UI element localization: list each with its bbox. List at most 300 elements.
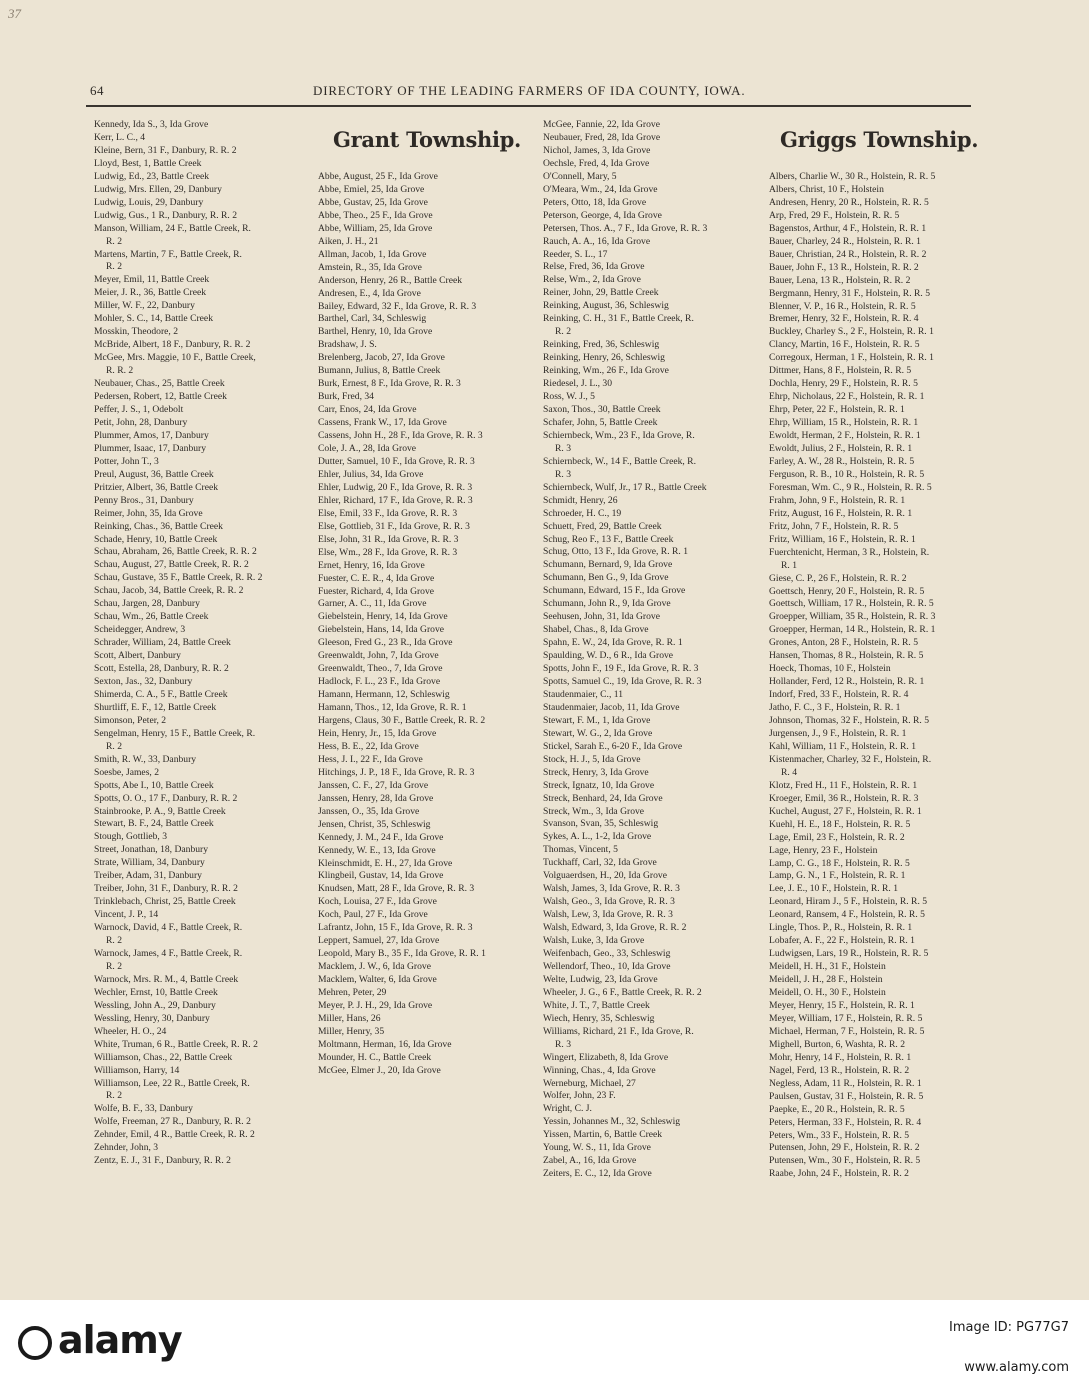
directory-entry: Mohler, S. C., 14, Battle Creek [94,313,213,325]
directory-entry: Schumann, Bernard, 9, Ida Grove [543,559,673,571]
directory-entry: Amstein, R., 35, Ida Grove [318,261,422,273]
directory-entry: Reimer, John, 35, Ida Grove [94,507,203,519]
directory-entry: Nagel, Ferd, 13 R., Holstein, R. R. 2 [769,1064,910,1076]
directory-entry: Hargens, Claus, 30 F., Battle Creek, R. R. 2 [318,715,486,727]
directory-entry: Peters, Otto, 18, Ida Grove [543,196,647,208]
directory-entry: Seehusen, John, 31, Ida Grove [543,611,660,623]
directory-entry: Ehrp, Nicholaus, 22 F., Holstein, R. R. 1 [769,391,925,403]
directory-entry: Meidell, J. H., 28 F., Holstein [769,974,883,986]
directory-entry: Schrader, William, 24, Battle Creek [94,637,231,649]
directory-entry: Ernet, Henry, 16, Ida Grove [318,559,425,571]
directory-entry: Kroeger, Emil, 36 R., Holstein, R. R. 3 [769,792,919,804]
directory-entry: Wellendorf, Theo., 10, Ida Grove [543,960,671,972]
directory-entry: Schroeder, H. C., 19 [543,507,622,519]
directory-entry: Frahm, John, 9 F., Holstein, R. R. 1 [769,494,906,506]
directory-entry: Miller, Henry, 35 [318,1025,385,1037]
directory-entry: Streck, Henry, 3, Ida Grove [543,766,649,778]
directory-entry: Kennedy, W. E., 13, Ida Grove [318,844,436,856]
directory-entry: Macklem, Walter, 6, Ida Grove [318,974,437,986]
directory-entry: McGee, Elmer J., 20, Ida Grove [318,1064,441,1076]
directory-entry: Fuerchtenicht, Herman, 3 R., Holstein, R. [769,546,930,558]
directory-entry: Mehren, Peter, 29 [318,987,387,999]
directory-entry: Kistenmacher, Charley, 32 F., Holstein, R. [769,753,932,765]
directory-entry: Ludwig, Gus., 1 R., Danbury, R. R. 2 [94,209,238,221]
directory-entry: Bauer, Christian, 24 R., Holstein, R. R. 2 [769,248,927,260]
directory-entry: Mounder, H. C., Battle Creek [318,1051,432,1063]
directory-entry: Giebelstein, Henry, 14, Ida Grove [318,611,448,623]
directory-entry: McGee, Mrs. Maggie, 10 F., Battle Creek, [94,352,256,364]
directory-entry: Albers, Charlie W., 30 R., Holstein, R. R. 5 [769,171,936,182]
directory-entry: Plummer, Amos, 17, Danbury [94,429,209,441]
directory-entry: Smith, R. W., 33, Danbury [94,753,197,765]
directory-entry: O'Connell, Mary, 5 [543,170,617,182]
directory-entry: Hamann, Hermann, 12, Schleswig [318,689,450,701]
directory-entry: Wessling, John A., 29, Danbury [94,999,216,1011]
directory-entry: Schmidt, Henry, 26 [543,494,618,506]
directory-entry: White, J. T., 7, Battle Creek [543,999,650,1011]
directory-entry: Hollander, Ferd, 12 R., Holstein, R. R. 1 [769,676,925,688]
directory-entry: Walsh, Edward, 3, Ida Grove, R. R. 2 [543,922,687,934]
directory-entry: Staudenmaier, C., 11 [543,688,623,700]
directory-entry: Streck, Wm., 3, Ida Grove [543,805,645,817]
directory-entry: Preul, August, 36, Battle Creek [94,468,214,480]
directory-entry: Brelenberg, Jacob, 27, Ida Grove [318,352,445,364]
directory-entry: Meier, J. R., 36, Battle Creek [94,287,207,299]
directory-entry: Farley, A. W., 28 R., Holstein, R. R. 5 [769,455,915,467]
directory-entry: Janssen, Henry, 28, Ida Grove [318,792,434,804]
directory-entry: Soesbe, James, 2 [94,766,160,778]
directory-entry: Saxon, Thos., 30, Battle Creek [543,403,661,415]
directory-entry: Groepper, Herman, 14 R., Holstein, R. R. 1 [769,624,936,636]
directory-entry: Reinking, Henry, 26, Schleswig [543,352,665,364]
directory-entry: Jensen, Christ, 35, Schleswig [318,818,431,830]
directory-entry: Streck, Benhard, 24, Ida Grove [543,792,663,804]
alamy-logo [18,1318,182,1362]
directory-entry: Treiber, Adam, 31, Danbury [94,870,202,882]
directory-entry: Burk, Fred, 34 [318,391,374,403]
stock-footer [0,1300,1089,1390]
directory-entry: Giebelstein, Hans, 14, Ida Grove [318,624,445,636]
directory-entry: Yessin, Johannes M., 32, Schleswig [543,1116,681,1128]
directory-entry: R. 4 [781,766,797,778]
directory-entry: Street, Jonathan, 18, Danbury [94,844,209,856]
directory-entry: Allman, Jacob, 1, Ida Grove [318,248,427,260]
directory-entry: Winning, Chas., 4, Ida Grove [543,1064,656,1076]
directory-entry: Wingert, Elizabeth, 8, Ida Grove [543,1051,669,1063]
directory-entry: Yissen, Martin, 6, Battle Creek [543,1129,663,1141]
directory-entry: Mosskin, Theodore, 2 [94,326,179,338]
directory-entry: R. 2 [106,235,122,247]
directory-entry: Schiernbeck, Wulf, Jr., 17 R., Battle Creek [543,481,707,493]
directory-entry: McGee, Fannie, 22, Ida Grove [543,119,660,130]
directory-entry: Dochla, Henry, 29 F., Holstein, R. R. 5 [769,378,918,390]
directory-entry: Penny Bros., 31, Danbury [94,494,194,506]
directory-entry: Jurgensen, J., 9 F., Holstein, R. R. 1 [769,727,907,739]
page-number: 64 [90,83,104,98]
directory-entry: Burk, Ernest, 8 F., Ida Grove, R. R. 3 [318,378,461,390]
directory-entry: Stewart, F. M., 1, Ida Grove [543,714,651,726]
directory-entry: Bergmann, Henry, 31 F., Holstein, R. R. 5 [769,287,930,299]
directory-entry: Warnock, James, 4 F., Battle Creek, R. [94,948,243,959]
directory-entry: Walsh, Lew, 3, Ida Grove, R. R. 3 [543,909,673,921]
directory-entry: Wright, C. J. [543,1103,592,1115]
directory-entry: Hoeck, Thomas, 10 F., Holstein [769,663,891,675]
directory-entry: Spotts, Samuel C., 19, Ida Grove, R. R. 3 [543,675,702,687]
griggs-township-heading: Griggs Township. [780,127,979,152]
directory-entry: R. 2 [106,960,122,972]
directory-entry: Lamp, G. N., 1 F., Holstein, R. R. 1 [769,870,906,882]
directory-entry: Kennedy, Ida S., 3, Ida Grove [94,119,209,130]
directory-entry: Barthel, Henry, 10, Ida Grove [318,326,433,338]
directory-entry: Kleinschmidt, E. H., 27, Ida Grove [318,857,453,869]
directory-entry: Cole, J. A., 28, Ida Grove [318,443,417,455]
directory-entry: Hess, J. I., 22 F., Ida Grove [318,753,423,765]
directory-entry: Pritzier, Albert, 36, Battle Creek [94,481,219,493]
directory-entry: Petit, John, 28, Danbury [94,416,188,428]
directory-entry: Else, John, 31 R., Ida Grove, R. R. 3 [318,533,459,545]
directory-entry: Lobafer, A. F., 22 F., Holstein, R. R. 1 [769,935,915,947]
directory-entry: Lingle, Thos. P., R., Holstein, R. R. 1 [769,922,913,934]
directory-entry: Mohr, Henry, 14 F., Holstein, R. R. 1 [769,1051,912,1063]
directory-entry: Spaulding, W. D., 6 R., Ida Grove [543,650,674,662]
directory-entry: Abbe, August, 25 F., Ida Grove [318,171,438,182]
directory-entry: Warnock, David, 4 F., Battle Creek, R. [94,922,243,934]
directory-entry: Martens, Martin, 7 F., Battle Creek, R. [94,248,242,260]
directory-entry: Nichol, James, 3, Ida Grove [543,144,651,156]
running-head: DIRECTORY OF THE LEADING FARMERS OF IDA COUNTY, IOWA. [313,83,746,98]
directory-entry: Schau, Jacob, 34, Battle Creek, R. R. 2 [94,585,244,597]
directory-entry: Leppert, Samuel, 27, Ida Grove [318,935,440,947]
directory-entry: R. 3 [555,442,571,454]
directory-entry: Bremer, Henry, 32 F., Holstein, R. R. 4 [769,313,919,325]
directory-entry: R. 2 [106,935,122,947]
directory-entry: Hess, B. E., 22, Ida Grove [318,740,419,752]
directory-entry: Bauer, Lena, 13 R., Holstein, R. R. 2 [769,274,911,286]
grant-township-entries [318,171,530,1078]
directory-entry: Schade, Henry, 10, Battle Creek [94,533,218,545]
directory-entry: Relse, Wm., 2, Ida Grove [543,274,641,286]
directory-entry: Ehler, Ludwig, 20 F., Ida Grove, R. R. 3 [318,481,473,493]
directory-entry: Klotz, Fred H., 11 F., Holstein, R. R. 1 [769,779,918,791]
directory-entry: Abbe, William, 25, Ida Grove [318,222,433,234]
directory-entry: Kleine, Bern, 31 F., Danbury, R. R. 2 [94,144,237,156]
directory-entry: Dittmer, Hans, 8 F., Holstein, R. R. 5 [769,365,912,377]
directory-entry: Reinking, August, 36, Schleswig [543,300,669,312]
directory-entry: Hamann, Thos., 12, Ida Grove, R. R. 1 [318,702,467,714]
directory-entry: Lamp, C. G., 18 F., Holstein, R. R. 5 [769,857,910,869]
directory-entry: Barthel, Carl, 34, Schleswig [318,313,427,325]
directory-entry: Janssen, O., 35, Ida Grove [318,805,420,817]
directory-entry: Reinking, Fred, 36, Schleswig [543,339,660,351]
directory-entry: R. R. 2 [106,365,134,377]
directory-entry: Albers, Christ, 10 F., Holstein [769,183,884,195]
directory-entry: Greenwaldt, Theo., 7, Ida Grove [318,663,443,675]
image-id: Image ID: PG77G7 [948,1320,1069,1335]
directory-entry: Wolfe, Freeman, 27 R., Danbury, R. R. 2 [94,1116,251,1128]
directory-entry: Shurtliff, E. F., 12, Battle Creek [94,701,217,713]
directory-entry: Paulsen, Gustav, 31 F., Holstein, R. R. 5 [769,1090,924,1102]
directory-entry: Zentz, E. J., 31 F., Danbury, R. R. 2 [94,1155,231,1167]
directory-entry: Williams, Richard, 21 F., Ida Grove, R. [543,1025,694,1037]
directory-entry: Wessling, Henry, 30, Danbury [94,1012,210,1024]
directory-entry: Meyer, Henry, 15 F., Holstein, R. R. 1 [769,1000,915,1011]
directory-entry: R. 3 [555,468,571,480]
directory-entry: Schug, Reo F., 13 F., Battle Creek [543,533,674,545]
directory-entry: Williamson, Chas., 22, Battle Creek [94,1051,233,1063]
directory-entry: Potter, John T., 3 [94,455,159,467]
directory-entry: Kuehl, H. E., 18 F., Holstein, R. R. 5 [769,818,911,830]
directory-entry: Leopold, Mary B., 35 F., Ida Grove, R. R. 1 [318,948,486,960]
directory-entry: Kennedy, J. M., 24 F., Ida Grove [318,831,444,843]
directory-entry: Meidell, H. H., 31 F., Holstein [769,961,886,973]
directory-entry: Werneburg, Michael, 27 [543,1077,636,1089]
directory-entry: Reeder, S. L., 17 [543,248,608,260]
handwritten-page-mark: 37 [8,6,21,21]
directory-entry: Shimerda, C. A., 5 F., Battle Creek [94,688,228,700]
directory-entry: Tuckhaff, Carl, 32, Ida Grove [543,857,657,869]
directory-entry: Grones, Anton, 28 F., Holstein, R. R. 5 [769,637,919,649]
directory-entry: Simonson, Peter, 2 [94,714,167,726]
directory-entry: Schau, Jargen, 28, Danbury [94,598,200,610]
directory-entry: Schiernbeck, Wm., 23 F., Ida Grove, R. [543,429,695,441]
directory-entry: Leonard, Hiram J., 5 F., Holstein, R. R. 5 [769,896,928,908]
directory-entry: Schafer, John, 5, Battle Creek [543,416,658,428]
directory-entry: Jatho, F. C., 3 F., Holstein, R. R. 1 [769,702,901,714]
directory-entry: Groepper, William, 35 R., Holstein, R. R. 3 [769,611,936,623]
directory-entry: Manson, William, 24 F., Battle Creek, R. [94,222,251,234]
directory-entry: R. 2 [555,326,571,338]
directory-entry: Stickel, Sarah E., 6-20 F., Ida Grove [543,740,683,752]
directory-entry: Abbe, Emiel, 25, Ida Grove [318,183,425,195]
directory-entry: Schau, Abraham, 26, Battle Creek, R. R. 2 [94,546,257,558]
directory-entry: Schumann, John R., 9, Ida Grove [543,598,671,610]
directory-entry: Koch, Paul, 27 F., Ida Grove [318,909,428,921]
directory-entry: Ehler, Richard, 17 F., Ida Grove, R. R. 3 [318,494,473,506]
directory-entry: Bumann, Julius, 8, Battle Creek [318,365,441,377]
directory-entry: Mighell, Burton, 6, Washta, R. R. 2 [769,1038,906,1050]
directory-entry: Schug, Otto, 13 F., Ida Grove, R. R. 1 [543,546,688,558]
directory-entry: Arp, Fred, 29 F., Holstein, R. R. 5 [769,209,900,221]
directory-entry: Dutter, Samuel, 10 F., Ida Grove, R. R. 3 [318,455,475,467]
column-1-entries [94,119,306,1168]
directory-entry: Schumann, Edward, 15 F., Ida Grove [543,585,686,597]
directory-entry: Plummer, Isaac, 17, Danbury [94,442,207,454]
directory-entry: Weifenbach, Geo., 33, Schleswig [543,948,671,959]
directory-entry: Schuett, Fred, 29, Battle Creek [543,520,662,532]
directory-entry: Strate, William, 34, Danbury [94,857,205,869]
directory-entry: Vincent, J. P., 14 [94,909,159,921]
directory-entry: Ludwig, Mrs. Ellen, 29, Danbury [94,183,222,195]
directory-entry: Zehnder, John, 3 [94,1142,159,1154]
directory-entry: Ehler, Julius, 34, Ida Grove [318,468,424,480]
directory-entry: Kahl, William, 11 F., Holstein, R. R. 1 [769,740,917,752]
directory-entry: Scott, Estella, 28, Danbury, R. R. 2 [94,663,229,675]
directory-entry: Abbe, Theo., 25 F., Ida Grove [318,209,433,221]
directory-entry: Cassens, John H., 28 F., Ida Grove, R. R. 3 [318,430,483,442]
directory-entry: Fritz, William, 16 F., Holstein, R. R. 1 [769,533,916,545]
directory-entry: Clancy, Martin, 16 F., Holstein, R. R. 5 [769,339,920,351]
directory-entry: Walsh, Luke, 3, Ida Grove [543,935,645,947]
directory-entry: Peters, Herman, 33 F., Holstein, R. R. 4 [769,1116,922,1128]
directory-entry: Hein, Henry, Jr., 15, Ida Grove [318,727,437,739]
directory-entry: Walsh, Geo., 3, Ida Grove, R. R. 3 [543,896,675,908]
directory-entry: Greenwaldt, John, 7, Ida Grove [318,650,439,662]
directory-entry: Treiber, John, 31 F., Danbury, R. R. 2 [94,883,238,895]
alamy-brand-text: alamy [58,1318,182,1362]
directory-entry: Riedesel, J. L., 30 [543,378,613,390]
directory-entry: Bailey, Edward, 32 F., Ida Grove, R. R. 3 [318,300,477,312]
directory-entry: Sexton, Jas., 32, Danbury [94,675,193,687]
directory-entry: Miller, W. F., 22, Danbury [94,300,195,312]
header-rule [86,105,971,107]
directory-entry: Peffer, J. S., 1, Odebolt [94,403,184,415]
directory-entry: Zabel, A., 16, Ida Grove [543,1155,637,1167]
directory-entry: Else, Emil, 33 F., Ida Grove, R. R. 3 [318,507,458,519]
directory-entry: Williamson, Lee, 22 R., Battle Creek, R. [94,1077,250,1089]
directory-entry: McBride, Albert, 18 F., Danbury, R. R. 2 [94,339,251,351]
directory-entry: Zeiters, E. C., 12, Ida Grove [543,1168,652,1180]
directory-entry: Buckley, Charley S., 2 F., Holstein, R. R. 1 [769,326,934,338]
directory-entry: Williamson, Harry, 14 [94,1064,180,1076]
directory-entry: Staudenmaier, Jacob, 11, Ida Grove [543,701,680,713]
directory-entry: Goettsch, Henry, 20 F., Holstein, R. R. 5 [769,585,925,597]
directory-entry: Ewoldt, Julius, 2 F., Holstein, R. R. 1 [769,443,913,455]
directory-entry: Warnock, Mrs. R. M., 4, Battle Creek [94,973,239,985]
grant-township-heading: Grant Township. [333,127,522,152]
directory-entry: Walsh, James, 3, Ida Grove, R. R. 3 [543,883,680,895]
directory-entry: Sykes, A. L., 1-2, Ida Grove [543,831,652,843]
directory-entry: Stough, Gottlieb, 3 [94,831,168,843]
directory-entry: Relse, Fred, 36, Ida Grove [543,261,645,273]
directory-entry: Cassens, Frank W., 17, Ida Grove [318,417,447,429]
directory-entry: Koch, Louisa, 27 F., Ida Grove [318,896,437,908]
directory-entry: Paepke, E., 20 R., Holstein, R. R. 5 [769,1103,905,1115]
directory-entry: Anderson, Henry, 26 R., Battle Creek [318,274,463,286]
directory-entry: Sengelman, Henry, 15 F., Battle Creek, R. [94,727,256,739]
directory-entry: Welte, Ludwig, 23, Ida Grove [543,973,658,985]
directory-entry: Blenner, V. P., 16 R., Holstein, R. R. 5 [769,300,916,312]
directory-entry: Schau, August, 27, Battle Creek, R. R. 2 [94,559,249,571]
directory-entry: Reinking, Wm., 26 F., Ida Grove [543,365,669,377]
directory-entry: Kerr, L. C., 4 [94,131,146,143]
directory-entry: Neubauer, Chas., 25, Battle Creek [94,378,225,390]
directory-entry: Lafrantz, John, 15 F., Ida Grove, R. R. 3 [318,922,473,934]
directory-entry: Bauer, John F., 13 R., Holstein, R. R. 2 [769,261,919,273]
directory-entry: Knudsen, Matt, 28 F., Ida Grove, R. R. 3 [318,883,475,895]
directory-entry: Fuester, C. E. R., 4, Ida Grove [318,572,435,584]
directory-entry: Raabe, John, 24 F., Holstein, R. R. 2 [769,1168,909,1180]
directory-entry: Schumann, Ben G., 9, Ida Grove [543,572,669,584]
directory-entry: Hansen, Thomas, 8 R., Holstein, R. R. 5 [769,650,924,662]
directory-entry: Wheeler, H. O., 24 [94,1025,167,1037]
directory-entry: Wolfer, John, 23 F. [543,1090,616,1102]
directory-entry: Reinking, Chas., 36, Battle Creek [94,520,223,532]
stock-url: www.alamy.com [964,1360,1069,1375]
directory-entry: Shabel, Chas., 8, Ida Grove [543,624,649,636]
directory-entry: Schau, Gustave, 35 F., Battle Creek, R. R. 2 [94,572,263,584]
directory-entry: Meyer, Emil, 11, Battle Creek [94,274,210,286]
directory-entry: Ehrp, Peter, 22 F., Holstein, R. R. 1 [769,404,905,416]
directory-entry: White, Truman, 6 R., Battle Creek, R. R. 2 [94,1038,258,1050]
directory-entry: Rauch, A. A., 16, Ida Grove [543,235,651,247]
directory-entry: Aiken, J. H., 21 [318,235,379,247]
directory-entry: Spahn, E. W., 24, Ida Grove, R. R. 1 [543,637,683,649]
directory-entry: Andresen, Henry, 20 R., Holstein, R. R. 5 [769,196,929,208]
directory-entry: Schiernbeck, W., 14 F., Battle Creek, R. [543,455,696,467]
directory-entry: Ewoldt, Herman, 2 F., Holstein, R. R. 1 [769,430,921,442]
directory-entry: Lee, J. E., 10 F., Holstein, R. R. 1 [769,883,899,895]
directory-entry: Bauer, Charley, 24 R., Holstein, R. R. 1 [769,235,921,247]
directory-entry: Ferguson, R. B., 10 R., Holstein, R. R. 5 [769,468,925,480]
directory-entry: Ludwigsen, Lars, 19 R., Holstein, R. R. 5 [769,948,929,960]
directory-entry: Gleeson, Fred G., 23 R., Ida Grove [318,637,453,649]
directory-entry: Andresen, E., 4, Ida Grove [318,287,421,299]
directory-entry: Abbe, Gustav, 25, Ida Grove [318,196,428,208]
directory-entry: Peters, Wm., 33 F., Holstein, R. R. 5 [769,1129,910,1141]
directory-entry: Schau, Wm., 26, Battle Creek [94,611,209,623]
directory-entry: Hadlock, F. L., 23 F., Ida Grove [318,676,441,688]
directory-entry: R. 1 [781,559,797,571]
directory-entry: Peterson, George, 4, Ida Grove [543,209,662,221]
directory-entry: R. 2 [106,261,122,273]
directory-entry: Young, W. S., 11, Ida Grove [543,1142,651,1154]
directory-entry: Scheidegger, Andrew, 3 [94,624,186,636]
directory-entry: Moltmann, Herman, 16, Ida Grove [318,1038,452,1050]
directory-entry: Spotts, John F., 19 F., Ida Grove, R. R. 3 [543,663,699,675]
directory-entry: Wheeler, J. G., 6 F., Battle Creek, R. R. 2 [543,986,702,998]
directory-entry: Spotts, Abe I., 10, Battle Creek [94,779,214,791]
directory-entry: Goettsch, William, 17 R., Holstein, R. R. 5 [769,598,934,610]
directory-entry: Ross, W. J., 5 [543,391,595,403]
directory-entry: Leonard, Ransem, 4 F., Holstein, R. R. 5 [769,909,925,921]
directory-entry: Putensen, John, 29 F., Holstein, R. R. 2 [769,1142,920,1154]
directory-entry: Wechler, Ernst, 10, Battle Creek [94,986,218,998]
directory-entry: Carr, Enos, 24, Ida Grove [318,404,417,416]
directory-entry: Stainbrooke, P. A., 9, Battle Creek [94,805,226,817]
directory-entry: Klingbeil, Gustav, 14, Ida Grove [318,870,444,882]
directory-entry: Michael, Herman, 7 F., Holstein, R. R. 5 [769,1025,925,1037]
directory-entry: Oechsle, Fred, 4, Ida Grove [543,157,650,169]
directory-entry: Kuchel, August, 27 F., Holstein, R. R. 1 [769,805,922,817]
directory-entry: R. 2 [106,740,122,752]
griggs-township-entries [769,171,981,1181]
directory-entry: Meidell, O. H., 30 F., Holstein [769,987,886,999]
directory-entry: Volguaerdsen, H., 20, Ida Grove [543,870,667,882]
directory-entry: Meyer, P. J. H., 29, Ida Grove [318,1000,433,1011]
directory-entry: Stock, H. J., 5, Ida Grove [543,753,641,765]
directory-entry: Ludwig, Louis, 29, Danbury [94,196,204,208]
directory-entry: Fritz, August, 16 F., Holstein, R. R. 1 [769,507,913,519]
directory-entry: Reiner, John, 29, Battle Creek [543,287,659,299]
directory-entry: Janssen, C. F., 27, Ida Grove [318,779,429,791]
alamy-logo-icon [18,1326,52,1360]
directory-entry: Wolfe, B. F., 33, Danbury [94,1103,193,1115]
directory-entry: Lage, Henry, 23 F., Holstein [769,844,878,856]
directory-entry: Wiech, Henry, 35, Schleswig [543,1012,655,1024]
directory-entry: Ludwig, Ed., 23, Battle Creek [94,170,210,182]
directory-entry: Spotts, O. O., 17 F., Danbury, R. R. 2 [94,792,238,804]
directory-entry: Garner, A. C., 11, Ida Grove [318,598,427,610]
directory-entry: O'Meara, Wm., 24, Ida Grove [543,183,658,195]
directory-entry: Stewart, B. F., 24, Battle Creek [94,818,214,830]
directory-entry: Indorf, Fred, 33 F., Holstein, R. R. 4 [769,689,909,701]
directory-entry: Bagenstos, Arthur, 4 F., Holstein, R. R. 1 [769,222,927,234]
directory-entry: Fuester, Richard, 4, Ida Grove [318,585,435,597]
directory-entry: Reinking, C. H., 31 F., Battle Creek, R. [543,313,694,325]
directory-entry: Foresman, Wm. C., 9 R., Holstein, R. R. 5 [769,481,932,493]
directory-entry: Negless, Adam, 11 R., Holstein, R. R. 1 [769,1077,922,1089]
directory-entry: Ehrp, William, 15 R., Holstein, R. R. 1 [769,417,919,429]
